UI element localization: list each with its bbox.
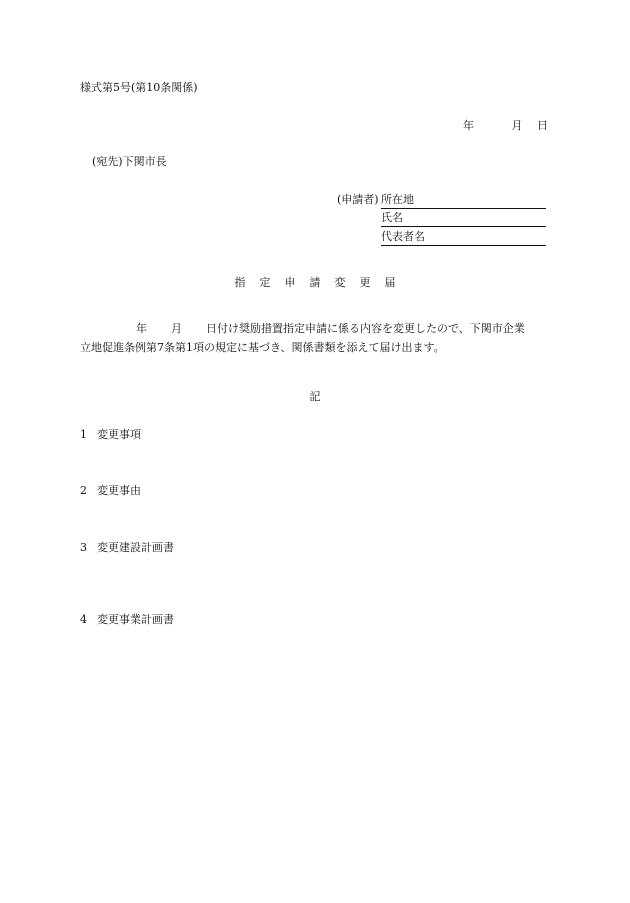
title-char: 請 [309,276,321,289]
date-day: 日 [537,119,548,132]
representative-name-field[interactable] [381,230,546,246]
item-label: 変更事業計画書 [97,613,174,626]
list-item [80,613,174,627]
title-char: 届 [384,276,396,289]
date-year: 年 [463,119,474,132]
body-line-2: 立地促進条例第7条第1項の規定に基づき、関係書類を添えて届け出ます。 [80,341,445,354]
addressee: (宛先)下関市長 [92,155,167,168]
applicant-name-field[interactable] [381,211,546,227]
list-item [80,428,141,442]
list-item [80,484,141,498]
ki-heading: 記 [309,390,321,403]
item-label: 変更建設計画書 [97,541,174,554]
item-number: 2 [80,484,87,497]
body-year: 年 [136,322,147,335]
title-char: 定 [259,276,271,289]
body-line-1-text: 日付け奨励措置指定申請に係る内容を変更したので、下関市企業 [206,322,525,335]
item-number: 1 [80,428,87,441]
item-number: 3 [80,541,87,554]
document-title [0,276,630,290]
item-label: 変更事由 [97,484,141,497]
body-line-1 [80,322,550,336]
body-month: 月 [171,322,182,335]
item-label: 変更事項 [97,428,141,441]
applicant-label: (申請者) [337,193,379,206]
list-item [80,541,174,555]
item-number: 4 [80,613,87,626]
applicant-address-label: 所在地 [381,193,414,206]
date-month: 月 [511,119,523,132]
applicant-address-field[interactable] [381,193,546,209]
form-number: 様式第5号(第10条関係) [80,81,198,94]
title-char: 変 [334,276,346,289]
title-char: 更 [359,276,371,289]
date-line [463,119,548,133]
title-char: 申 [284,276,296,289]
applicant-name-label: 氏名 [381,211,403,224]
representative-name-label: 代表者名 [381,230,425,243]
title-char: 指 [234,276,246,289]
